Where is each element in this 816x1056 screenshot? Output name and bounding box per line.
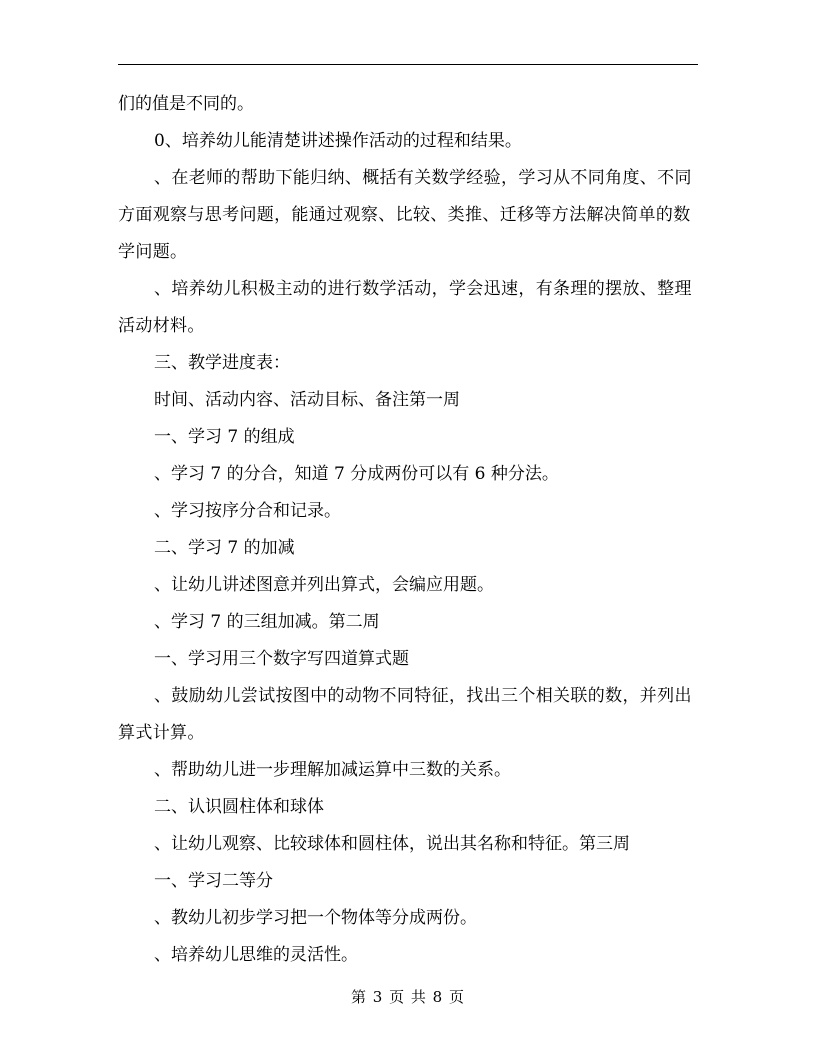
page-number: 第 3 页 共 8 页: [351, 988, 465, 1006]
schedule-columns-week1: 时间、活动内容、活动目标、备注第一周: [154, 390, 460, 410]
paragraph-goal-summarize: 、在老师的帮助下能归纳、概括有关数学经验，学习从不同角度、不同方面观察与思考问题，能通过观察、比较、类推、迁移等方法解决简单的数学问题。: [118, 168, 692, 262]
item-cylinder-sphere: 二、认识圆柱体和球体: [154, 797, 324, 817]
item-learn-7-composition: 一、学习 7 的组成: [154, 427, 295, 447]
paragraph-continuation: 们的值是不同的。: [118, 94, 254, 114]
item-flexible-thinking: 、培养幼儿思维的灵活性。: [154, 945, 358, 965]
item-7-split: 、学习 7 的分合，知道 7 分成两份可以有 6 种分法。: [154, 464, 559, 484]
item-describe-picture: 、让幼儿讲述图意并列出算式，会编应用题。: [154, 575, 494, 595]
item-learn-7-add-sub: 二、学习 7 的加减: [154, 538, 295, 558]
item-compare-shapes-week3: 、让幼儿观察、比较球体和圆柱体，说出其名称和特征。第三周: [154, 834, 630, 854]
paragraph-goal-active: 、培养幼儿积极主动的进行数学活动，学会迅速，有条理的摆放、整理活动材料。: [118, 279, 692, 336]
item-split-object: 、教幼儿初步学习把一个物体等分成两份。: [154, 908, 477, 928]
item-three-numbers-four-equations: 一、学习用三个数字写四道算式题: [154, 649, 409, 669]
document-body: [118, 86, 702, 974]
header-rule: [118, 64, 698, 65]
item-three-number-relation: 、帮助幼儿进一步理解加减运算中三数的关系。: [154, 760, 511, 780]
item-7-three-groups-week2: 、学习 7 的三组加减。第二周: [154, 612, 380, 632]
item-ordered-split: 、学习按序分合和记录。: [154, 501, 341, 521]
section-heading-schedule: 三、教学进度表：: [154, 353, 290, 373]
item-animal-features: 、鼓励幼儿尝试按图中的动物不同特征，找出三个相关联的数，并列出算式计算。: [118, 686, 692, 743]
item-learn-halves: 一、学习二等分: [154, 871, 273, 891]
paragraph-goal-0: 0、培养幼儿能清楚讲述操作活动的过程和结果。: [154, 131, 522, 151]
